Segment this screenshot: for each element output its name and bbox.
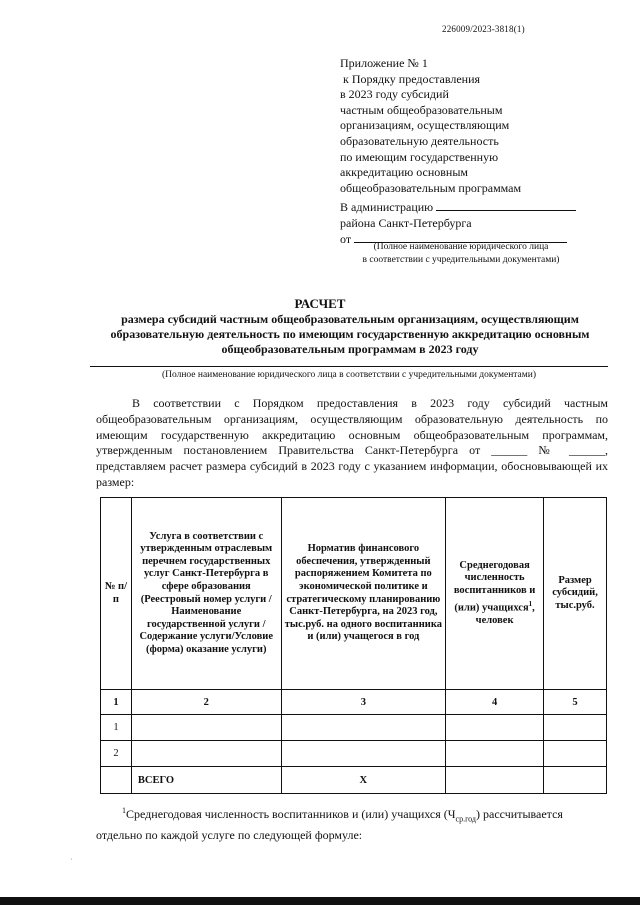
appendix-line: аккредитацию основным [340, 165, 468, 180]
header-cell-text: Среднегодовая численность воспитанников и (или) учащихся [453, 559, 536, 614]
table-cell [544, 715, 607, 741]
column-number-row [101, 690, 607, 715]
addressee-line1: В администрацию [340, 200, 434, 214]
column-number: 3 [281, 690, 446, 715]
column-number: 5 [544, 690, 607, 715]
blank-line [436, 200, 576, 211]
addressee-line2: района Санкт-Петербурга [340, 216, 472, 230]
header-cell: Норматив финансового обеспечения, утвержденный распоряжением Комитета по экономической политике и стратегическому планированию Санкт-Петербурга, на 2023 год, тыс.руб. на одного воспитанника и (или) учащегося в год [281, 498, 446, 690]
addressee-note-line: (Полное наименование юридического лица [373, 242, 549, 252]
entity-name-line [90, 366, 608, 367]
footnote-prefix: Среднегодовая численность воспитанников и (или) учащихся (Ч [126, 807, 456, 821]
header-cell: Услуга в соответствии с утвержденным отраслевым перечнем государственных услуг Санкт-Петербурга в сфере образования (Реестровый номер услуги /Наименование государственной услуги /Содержание услуги/Условие (форма) оказание услуги) [131, 498, 281, 690]
appendix-line: образовательную деятельность [340, 133, 499, 148]
table-cell [101, 767, 132, 794]
row-number: 1 [101, 715, 132, 741]
total-row [101, 767, 607, 794]
appendix-line: общеобразовательным программам [340, 180, 522, 195]
column-number: 1 [101, 690, 132, 715]
row-number: 2 [101, 741, 132, 767]
column-number: 4 [446, 690, 544, 715]
appendix-line: частным общеобразовательным [340, 102, 503, 117]
header-cell: № п/п [101, 498, 132, 690]
appendix-line: Приложение № 1 [340, 56, 428, 70]
header-cell [446, 498, 544, 690]
footnote-sub: ср.год [455, 814, 477, 824]
footnote-ref: 1 [528, 599, 533, 608]
table-row [101, 715, 607, 741]
document-number: 226009/2023-3818(1) [442, 24, 525, 34]
scan-edge-bar [0, 897, 640, 905]
addressee-note-line: в соответствии с учредительными документами) [362, 255, 560, 265]
header-cell: Размер субсидий, тыс.руб. [544, 498, 607, 690]
appendix-line: по имеющим государственную [340, 149, 499, 164]
appendix-block [340, 56, 521, 196]
addressee-line3: от [340, 232, 352, 246]
table-cell [281, 741, 446, 767]
table-cell [544, 741, 607, 767]
calculation-table [100, 497, 607, 794]
total-label: ВСЕГО [131, 767, 281, 794]
table-cell [131, 715, 281, 741]
table-cell [446, 767, 544, 794]
column-number: 2 [131, 690, 281, 715]
header-cell-suffix: , человек [475, 602, 535, 626]
page-subtitle: размера субсидий частным общеобразовательным организациям, осуществляющим образовательную деятельность по имеющим государственную аккредитацию основным общеобразовательным программам в 2023 году [110, 312, 590, 356]
footnote-mark: 1 [122, 806, 126, 815]
footnote-suffix: ) рассчитывается отдельно по каждой услуге по следующей формуле: [96, 807, 563, 843]
appendix-line: организациям, осуществляющим [340, 118, 510, 133]
appendix-line: в 2023 году субсидий [340, 87, 449, 102]
table-row [101, 741, 607, 767]
footnote [96, 803, 608, 843]
table-cell [131, 741, 281, 767]
scan-mark: ˙ [70, 857, 73, 866]
table-header-row [101, 498, 607, 690]
table-cell [446, 715, 544, 741]
body-paragraph: В соответствии с Порядком предоставления в 2023 году субсидий частным общеобразовательным организациям, осуществляющим образовательную деятельность по имеющим государственную аккредитацию основным общеобразовательным программам, утвержденным постановлением Правительства Санкт-Петербурга от ______ № ______, представляем расчет размера субсидий в 2023 году с указанием информации, обосновывающей их размер: [96, 396, 608, 489]
total-col3: Х [281, 767, 446, 794]
addressee-note [346, 241, 576, 267]
addressee-block [340, 199, 576, 247]
table-cell [446, 741, 544, 767]
entity-note: (Полное наименование юридического лица в соответствии с учредительными документами) [161, 370, 537, 380]
appendix-line: к Порядку предоставления [340, 71, 481, 86]
table-cell [281, 715, 446, 741]
page-title: РАСЧЕТ [294, 296, 346, 311]
table-cell [544, 767, 607, 794]
